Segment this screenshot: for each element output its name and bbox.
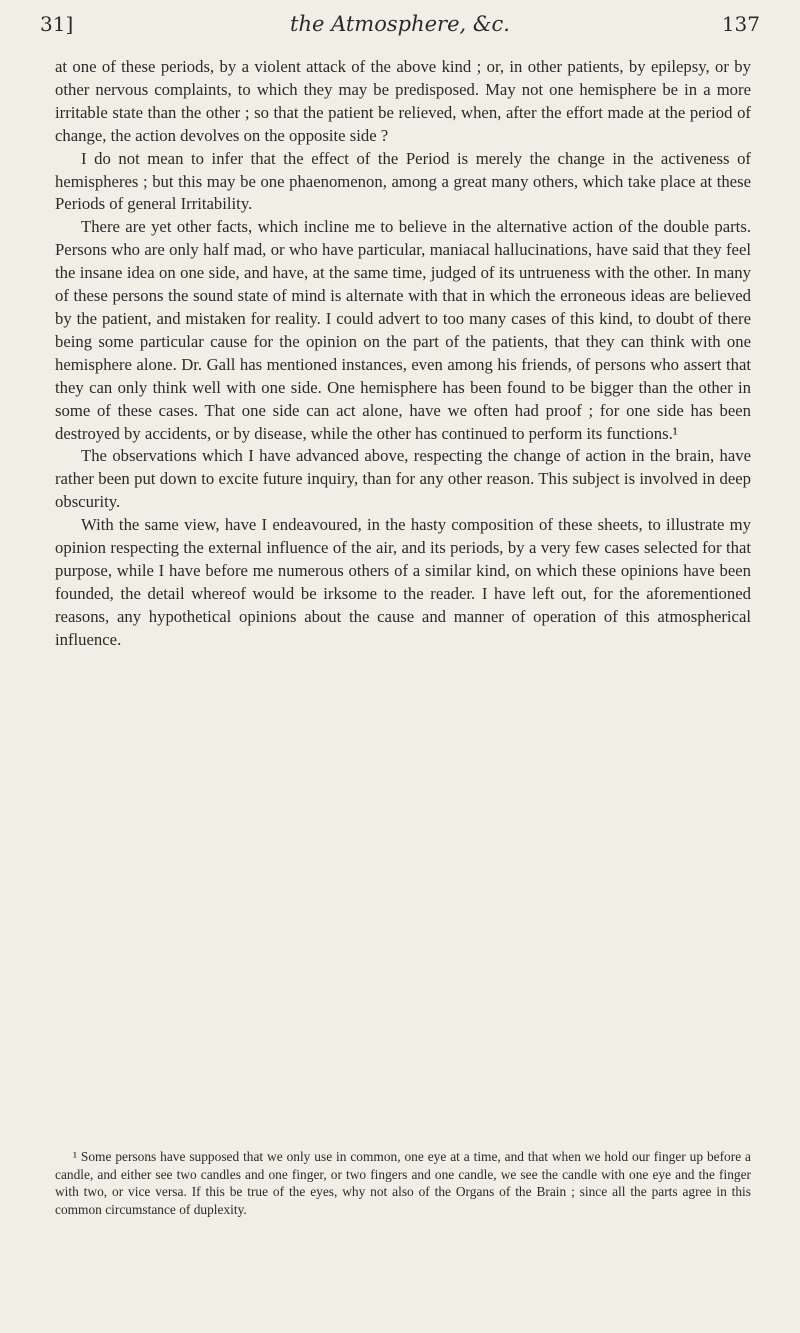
paragraph: The observations which I have advanced above, respecting the change of action in the brain, have rather been put down to excite future inquiry, than for any other reason. This subject is involved in deep obscurity. bbox=[55, 446, 751, 512]
running-header bbox=[40, 12, 760, 42]
footnote: ¹ Some persons have supposed that we only use in common, one eye at a time, and that when we hold our finger up before a candle, and either see two candles and one finger, or two fingers and one candle, we see the candle with one eye and the finger with two, or vice versa. If this be true of the eyes, why not also of the Organs of the Brain ; since all the parts agree in this common circumstance of duplexity. bbox=[55, 1149, 751, 1217]
paragraph: at one of these periods, by a violent attack of the above kind ; or, in other patients, by epilepsy, or by other nervous complaints, to which they may be predisposed. May not one hemisphere be in a more irritable state than the other ; so that the patient be relieved, when, after the effort made at the period of change, the action devolves on the opposite side ? bbox=[55, 57, 751, 145]
paragraph: I do not mean to infer that the effect of the Period is merely the change in the activeness of hemispheres ; but this may be one phaenomenon, among a great many others, which take place at these Periods of general Irritability. bbox=[55, 148, 751, 214]
paragraph: There are yet other facts, which incline me to believe in the alternative action of the double parts. Persons who are only half mad, or who have particular, maniacal hallucinations, have said that they feel the insane idea on one side, and have, at the same time, judged of its untrueness with the other. In many of these persons the sound state of mind is alternate with that in which the erroneous ideas are believed by the patient, and mistaken for reality. I could advert to too many cases of this kind, to doubt of there being some particular cause for the opinion on the part of the patients, that they can think with one hemisphere alone. Dr. Gall has mentioned instances, even among his friends, of persons who assert that they can only think well with one side. One hemisphere has been found to be bigger than the other in some of these cases. That one side can act alone, have we often had proof ; for one side has been destroyed by accidents, or by disease, while the other has continued to perform its functions.¹ bbox=[55, 217, 751, 443]
page-number: 137 bbox=[721, 12, 760, 36]
paragraph: With the same view, have I endeavoured, in the hasty composition of these sheets, to illustrate my opinion respecting the external influence of the air, and its periods, by a very few cases selected for that purpose, while I have before me numerous others of a similar kind, on which these opinions have been founded, the detail whereof would be irksome to the reader. I have left out, for the aforementioned reasons, any hypothetical opinions about the cause and manner of operation of this atmospherical influence. bbox=[55, 515, 751, 649]
running-title: the Atmosphere, &c. bbox=[290, 12, 510, 36]
body-text bbox=[55, 56, 751, 652]
signature-mark: 31] bbox=[40, 12, 74, 36]
